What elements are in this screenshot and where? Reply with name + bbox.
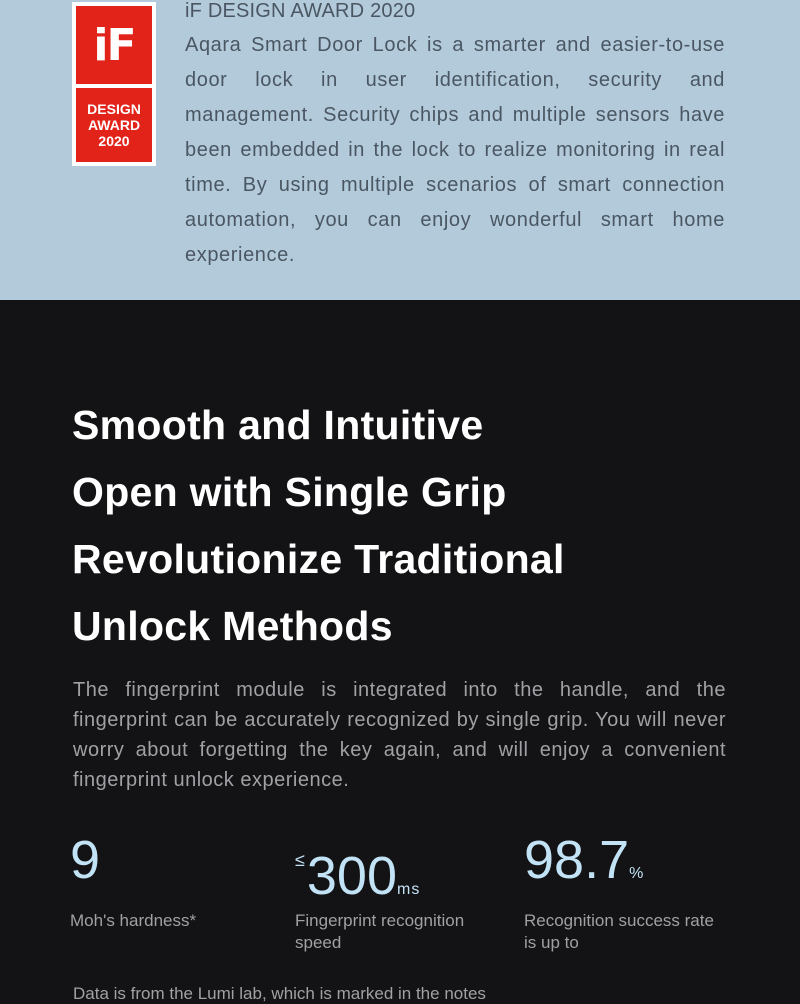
- stat-value: [295, 828, 420, 922]
- stat-label: Recognition success rate is up to: [524, 911, 714, 952]
- stat-hardness: [70, 828, 197, 930]
- stat-number: 300: [306, 846, 397, 906]
- stat-number: 98.7: [524, 830, 630, 890]
- headline-line-3: Revolutionize Traditional: [72, 536, 565, 582]
- headline-line-4: Unlock Methods: [72, 603, 393, 649]
- stat-value: [70, 828, 100, 892]
- stat-unit: ms: [397, 881, 421, 898]
- award-section: [0, 0, 800, 300]
- if-design-award-logo: [72, 2, 156, 166]
- stat-recognition-speed: [295, 828, 465, 952]
- award-description: Aqara Smart Door Lock is a smarter and easier-to-use door lock in user identification, security and management. Security chips and multiple sensors have been embedded in the lock to realize monitoring in real time. By using multiple scenarios of smart connection automation, you can enjoy wonderful smart home experience.: [185, 34, 725, 266]
- feature-body-text: The fingerprint module is integrated into the handle, and the fingerprint can be accurately recognized by single grip. You will never worry about forgetting the key again, and will enjoy a convenient fingerprint unlock experience.: [73, 679, 726, 791]
- stat-success-rate: [524, 828, 714, 952]
- stat-unit: %: [629, 865, 645, 882]
- stat-label: Moh's hardness*: [70, 911, 197, 930]
- feature-headline: [72, 392, 772, 660]
- if-logo-caption: [76, 88, 152, 162]
- if-logo-line2: AWARD: [87, 117, 141, 133]
- stat-prefix: ≤: [295, 850, 305, 870]
- if-logo-line1: DESIGN: [87, 101, 141, 117]
- stat-label: Fingerprint recognition speed: [295, 911, 465, 952]
- stat-number: 9: [70, 830, 101, 890]
- award-title: iF DESIGN AWARD 2020: [185, 0, 416, 22]
- data-source-footnote: Data is from the Lumi lab, which is marked in the notes: [73, 984, 486, 1003]
- if-logo-mark: iF: [76, 6, 152, 84]
- stat-value: [524, 828, 644, 906]
- if-logo-line3: 2020: [98, 133, 130, 149]
- headline-line-1: Smooth and Intuitive: [72, 402, 484, 448]
- headline-line-2: Open with Single Grip: [72, 469, 507, 515]
